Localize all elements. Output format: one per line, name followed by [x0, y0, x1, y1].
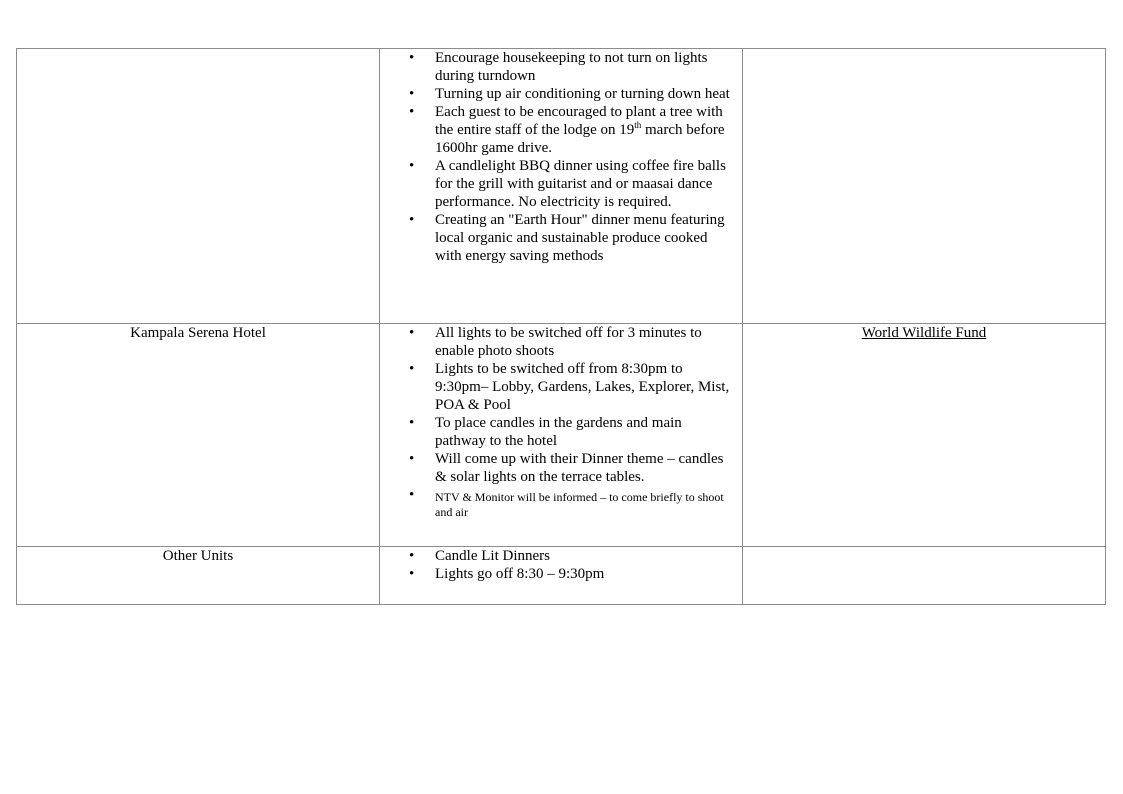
unit-name-cell [17, 49, 380, 324]
unit-name-cell: Kampala Serena Hotel [17, 324, 380, 547]
list-item-text: march before 1600hr game drive. [435, 122, 725, 156]
list-item: • A candlelight BBQ dinner using coffee fire balls for the grill with guitarist and or maasai dance performance. No electricity is required. [380, 157, 742, 211]
list-item: • Will come up with their Dinner theme – candles & solar lights on the terrace tables. [380, 450, 742, 486]
table-row [17, 49, 1106, 324]
actions-cell [380, 547, 743, 605]
partner-cell [743, 547, 1106, 605]
list-item [380, 103, 742, 157]
list-item: • To place candles in the gardens and main pathway to the hotel [380, 414, 742, 450]
list-item: • Lights go off 8:30 – 9:30pm [380, 565, 742, 583]
list-item: • Candle Lit Dinners [380, 547, 742, 565]
ordinal-suffix: th [634, 120, 642, 130]
list-item: • Creating an "Earth Hour" dinner menu featuring local organic and sustainable produce cooked with energy saving methods [380, 211, 742, 265]
partner-link[interactable]: World Wildlife Fund [861, 325, 987, 341]
actions-list [380, 324, 742, 520]
partner-cell [743, 324, 1106, 547]
list-item-text: Each guest to be encouraged to plant a tree with the entire staff of the lodge on 19 [435, 104, 723, 138]
list-item: • NTV & Monitor will be informed – to come briefly to shoot and air [380, 490, 742, 520]
partner-cell [743, 49, 1106, 324]
list-item: • All lights to be switched off for 3 minutes to enable photo shoots [380, 324, 742, 360]
actions-list [380, 49, 742, 265]
actions-list [380, 547, 742, 583]
list-item: • Lights to be switched off from 8:30pm to 9:30pm– Lobby, Gardens, Lakes, Explorer, Mist, POA & Pool [380, 360, 742, 414]
list-item: • Turning up air conditioning or turning down heat [380, 85, 742, 103]
actions-cell [380, 49, 743, 324]
list-item: • Encourage housekeeping to not turn on lights during turndown [380, 49, 742, 85]
actions-cell [380, 324, 743, 547]
unit-name-cell: Other Units [17, 547, 380, 605]
earth-hour-activities-table [16, 48, 1106, 605]
table-row [17, 324, 1106, 547]
table-row [17, 547, 1106, 605]
